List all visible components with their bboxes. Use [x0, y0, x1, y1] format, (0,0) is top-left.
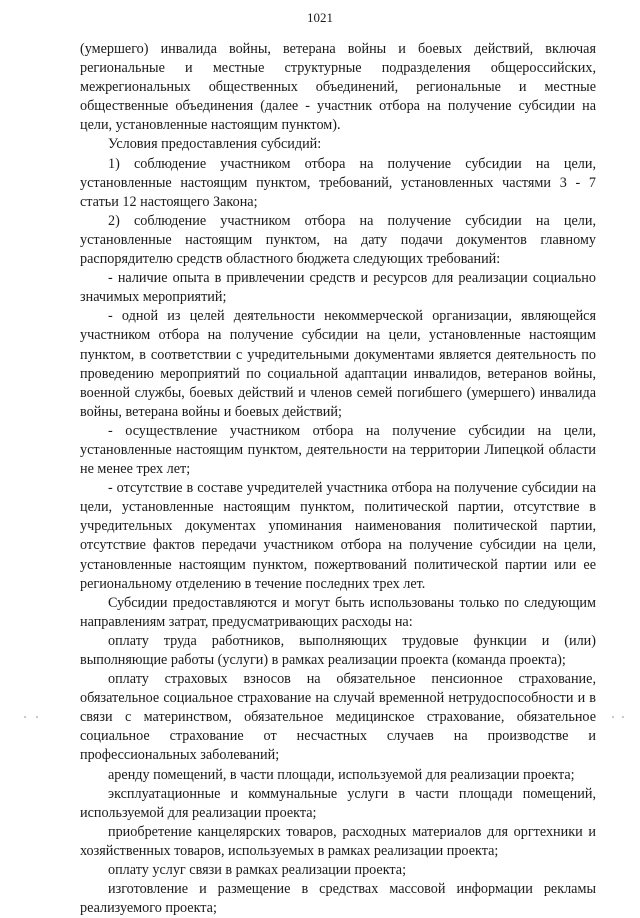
scan-artifact-left [24, 716, 26, 718]
document-body [80, 40, 596, 918]
paragraph-expense-salary: оплату труда работников, выполняющих трудовые функции и (или) выполняющие работы (услуги) в рамках реализации проекта (команда проекта); [80, 632, 596, 668]
paragraph-expense-directions: Субсидии предоставляются и могут быть использованы только по следующим направлениям затрат, предусматривающих расходы на: [80, 594, 596, 630]
paragraph-expense-supplies: приобретение канцелярских товаров, расходных материалов для оргтехники и хозяйственных товаров, используемых в рамках реализации проекта; [80, 823, 596, 859]
paragraph-participant-definition: (умершего) инвалида войны, ветерана войны и боевых действий, включая региональные и местные структурные подразделения общероссийских, межрегиональных общественных объединений, региональные и местные общественные объединения (далее - участник отбора на получение субсидии на цели, установленные настоящим пунктом). [80, 41, 596, 134]
paragraph-expense-advertising: изготовление и размещение в средствах массовой информации рекламы реализуемого проекта; [80, 881, 596, 917]
paragraph-requirement-experience: - наличие опыта в привлечении средств и ресурсов для реализации социально значимых мероприятий; [80, 270, 596, 306]
paragraph-expense-utilities: эксплуатационные и коммунальные услуги в части площади помещений, используемой для реализации проекта; [80, 785, 596, 821]
page-number: 1021 [307, 10, 333, 25]
paragraph-condition-1: 1) соблюдение участником отбора на получение субсидии на цели, установленные настоящим пунктом, требований, установленных частями 3 - 7 статьи 12 настоящего Закона; [80, 155, 596, 210]
scan-artifact-right [612, 716, 614, 718]
paragraph-requirement-territory: - осуществление участником отбора на получение субсидии на цели, установленные настоящим пунктом, деятельности на территории Липецкой области не менее трех лет; [80, 422, 596, 478]
paragraph-expense-communication: оплату услуг связи в рамках реализации проекта; [108, 862, 407, 879]
scan-artifact-left-2 [36, 716, 38, 718]
paragraph-requirement-purpose: - одной из целей деятельности некоммерческой организации, являющейся участником отбора на получение субсидии на цели, установленные настоящим пунктом, в соответствии с учредительными документами является деятельность по проведению мероприятий по социальной адаптации инвалидов, ветеранов войны, военной службы, боевых действий и членов семей погибшего (умершего) инвалида войны, ветерана войны и боевых действий; [80, 308, 596, 420]
paragraph-conditions-heading: Условия предоставления субсидий: [108, 136, 322, 153]
paragraph-expense-rent: аренду помещений, в части площади, используемой для реализации проекта; [108, 766, 575, 783]
paragraph-requirement-no-party: - отсутствие в составе учредителей участника отбора на получение субсидии на цели, установленные настоящим пунктом, политической партии, отсутствие в учредительных документах упоминания наименования политической партии, отсутствие фактов передачи участником отбора на получение субсидии на цели, установленные настоящим пунктом, пожертвований политической партии или ее региональному отделению в течение последних трех лет. [80, 480, 596, 592]
paragraph-condition-2: 2) соблюдение участником отбора на получение субсидии на цели, установленные настоящим пунктом, на дату подачи документов главному распорядителю средств областного бюджета следующих требований: [80, 212, 596, 268]
scan-artifact-right-2 [622, 716, 624, 718]
paragraph-expense-insurance: оплату страховых взносов на обязательное пенсионное страхование, обязательное социальное страхование на случай временной нетрудоспособности и в связи с материнством, обязательное медицинское страхование, обязательное социальное страхование от несчастных случаев на производстве и профессиональных заболеваний; [80, 671, 596, 764]
